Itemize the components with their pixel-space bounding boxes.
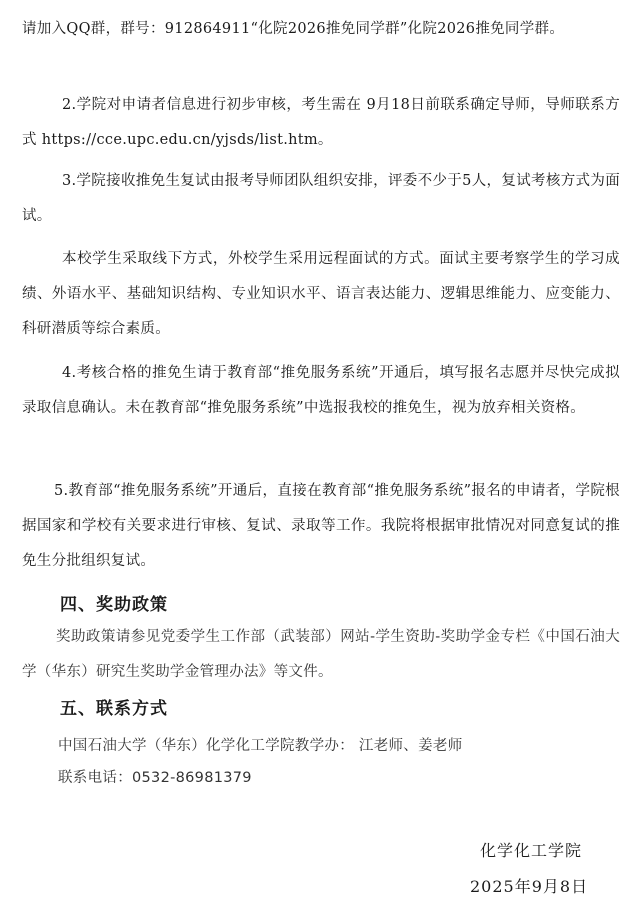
- paragraph-scholarship: 奖助政策请参见党委学生工作部（武装部）网站-学生资助-奖助学金专栏《中国石油大学（华东）研究生奖助学金管理办法》等文件。: [22, 629, 620, 680]
- paragraph-review: 2.学院对申请者信息进行初步审核，考生需在 9月18日前联系确定导师，导师联系方式 https://cce.upc.edu.cn/yjsds/list.htm。: [22, 97, 620, 148]
- contact-office: 中国石油大学（华东）化学化工学院教学办： 江老师、姜老师: [58, 738, 463, 754]
- contact-phone: 联系电话：0532-86981379: [58, 770, 252, 786]
- section-heading-scholarship: 四、奖助政策: [60, 595, 168, 615]
- paragraph-qq-group: 请加入QQ群，群号：912864911“化院2026推免同学群”化院2026推免同学群。: [22, 21, 565, 37]
- paragraph-confirmation: 4.考核合格的推免生请于教育部“推免服务系统”开通后，填写报名志愿并尽快完成拟录取信息确认。未在教育部“推免服务系统”中选报我校的推免生，视为放弃相关资格。: [22, 365, 620, 416]
- paragraph-retest: 3.学院接收推免生复试由报考导师团队组织安排，评委不少于5人，复试考核方式为面试。: [22, 173, 620, 224]
- section-heading-contact: 五、联系方式: [60, 699, 168, 719]
- paragraph-interview: 本校学生采取线下方式，外校学生采用远程面试的方式。面试主要考察学生的学习成绩、外语水平、基础知识结构、专业知识水平、语言表达能力、逻辑思维能力、应变能力、科研潜质等综合素质。: [22, 251, 620, 337]
- paragraph-direct-apply: 5.教育部“推免服务系统”开通后，直接在教育部“推免服务系统”报名的申请者，学院根据国家和学校有关要求进行审核、复试、录取等工作。我院将根据审批情况对同意复试的推免生分批组织复试。: [22, 483, 620, 569]
- signature-organization: 化学化工学院: [480, 841, 583, 860]
- signature-date: 2025年9月8日: [470, 877, 589, 896]
